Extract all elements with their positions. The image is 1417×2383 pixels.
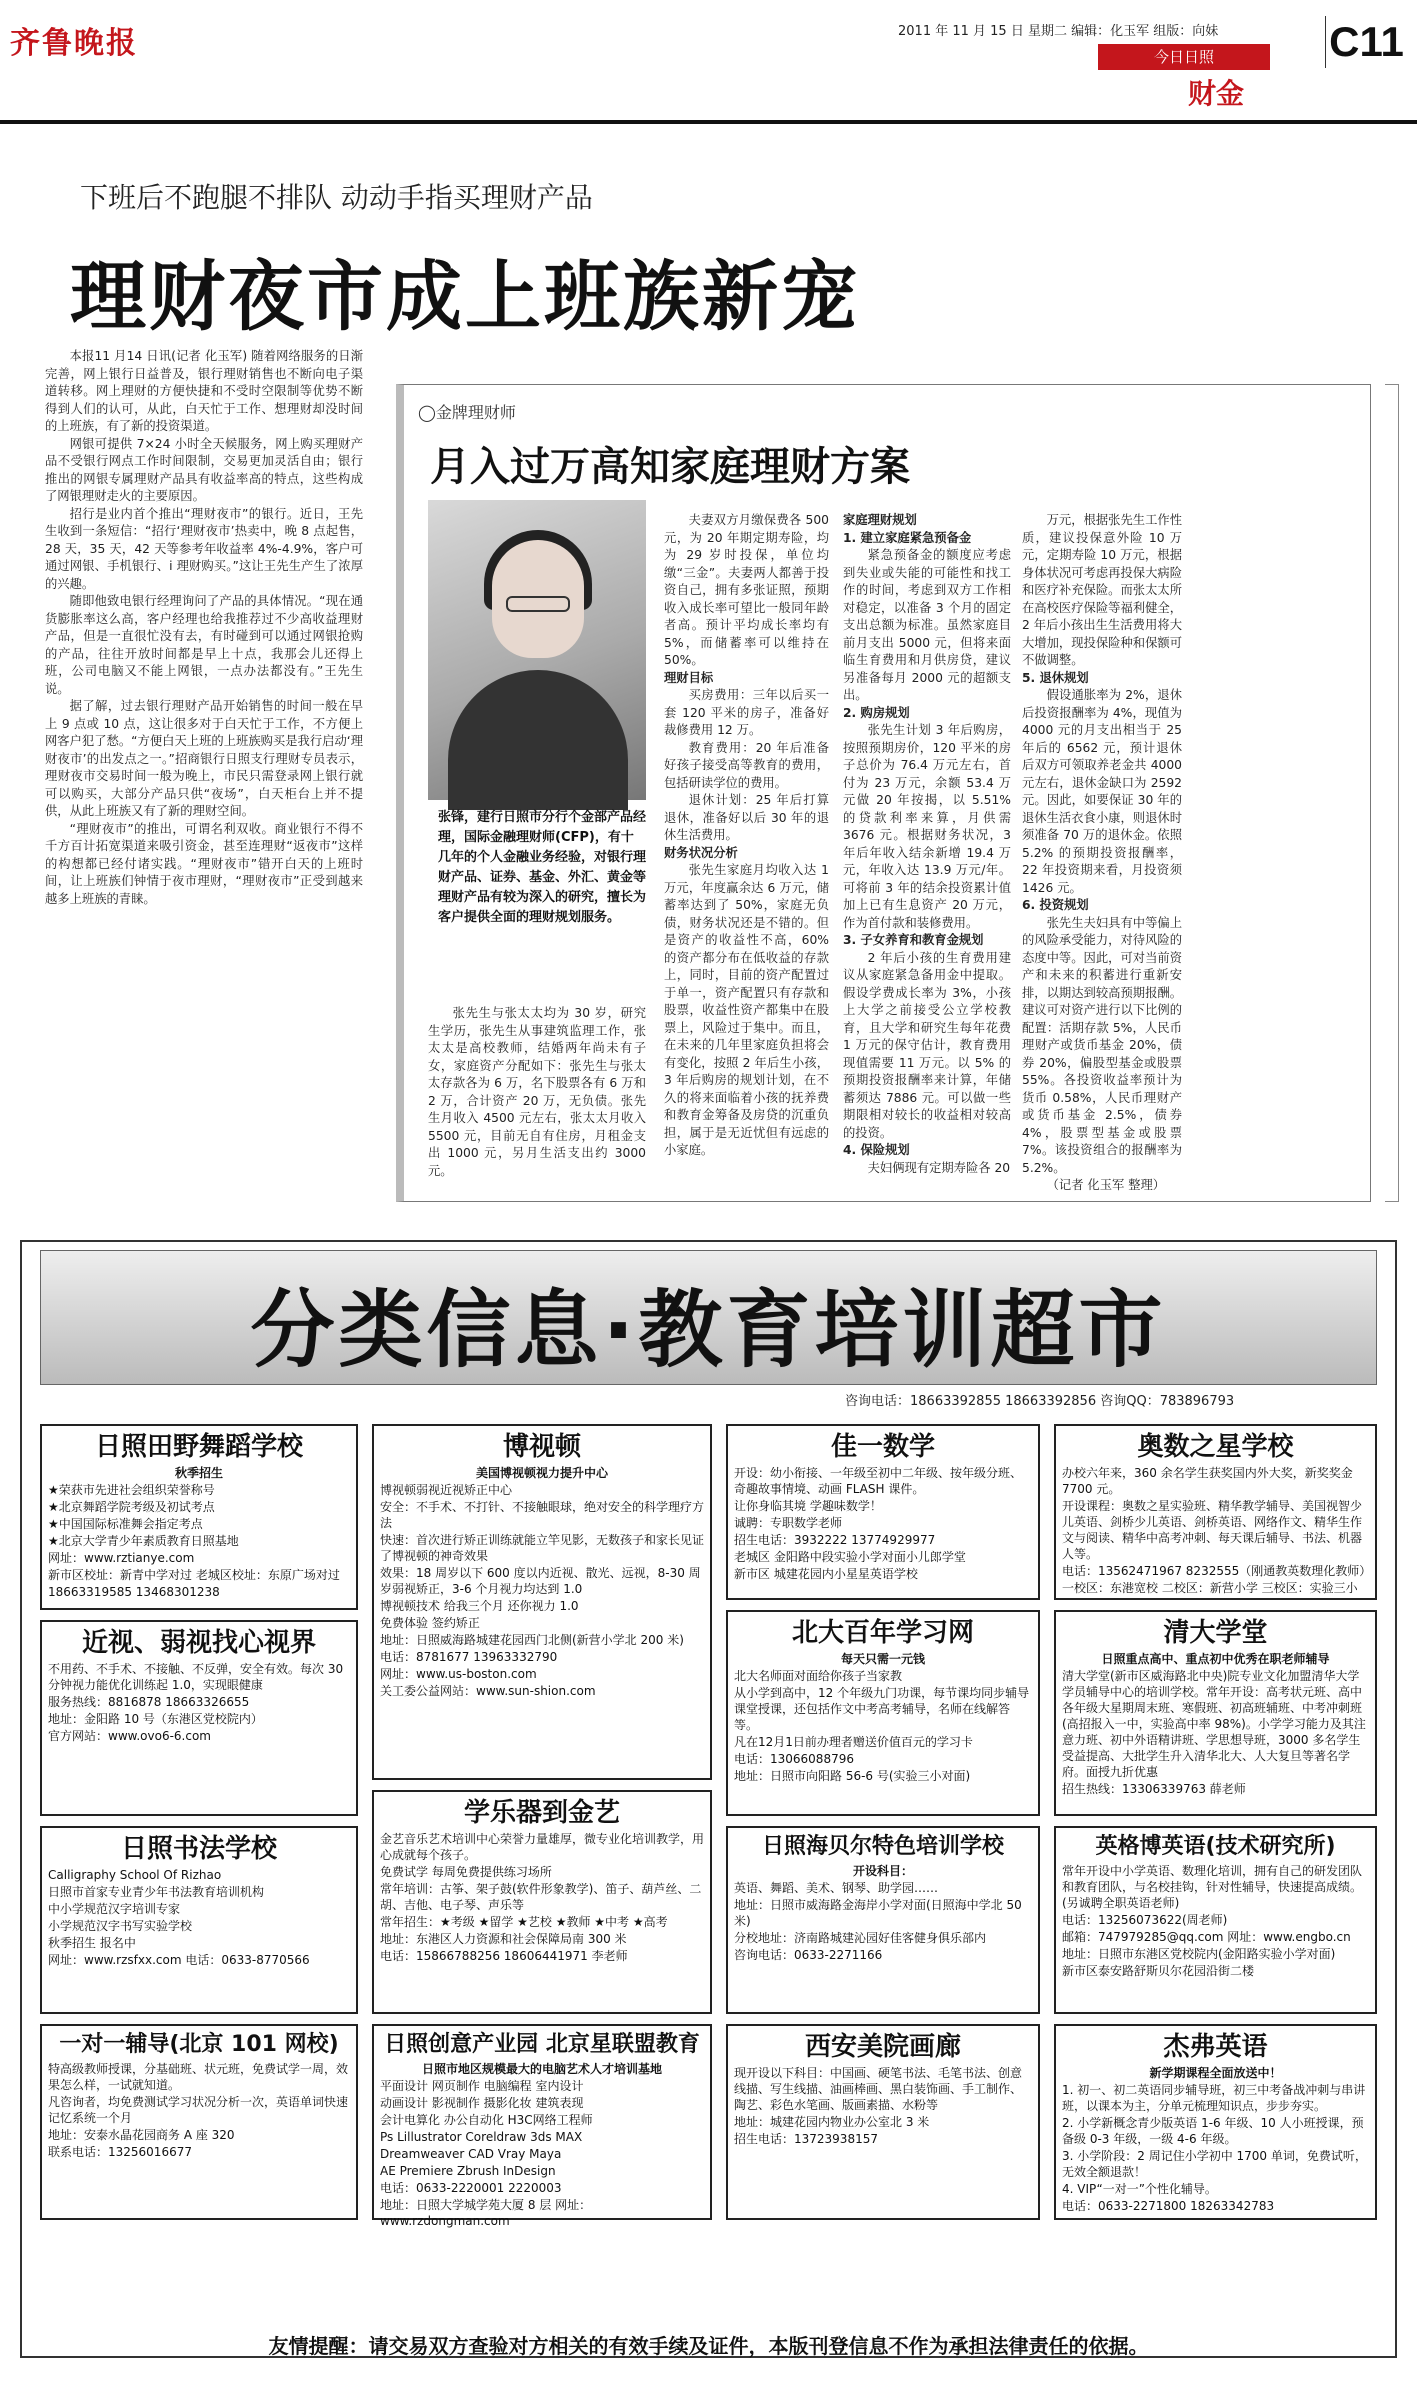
ad-line: 凡在12月1日前办理者赠送价值百元的学习卡: [734, 1735, 973, 1749]
article-paragraph: 据了解，过去银行理财产品开始销售的时间一般在早上 9 点或 10 点，这让很多对于白天忙于工作，不方便上网客户犯了愁。“方便白天上班的上班族购买是我行启动‘理财夜市’的出发点之一。”招商银行日照支行理财专员表示，理财夜市交易时间一般为晚上，市民只需登录网上银行就可以购买，大部分产品只供“夜场”，白天柜台上并不提供，从此上班族又有了新的理财空间。: [45, 699, 363, 818]
ad-title: 佳一数学: [830, 1432, 935, 1462]
ad-line: 日照重点高中、重点初中优秀在职老师辅导: [1101, 1652, 1330, 1666]
ad-line: 招生电话：13723938157: [734, 2132, 878, 2146]
article-subtitle: 下班后不跑腿不排队 动动手指买理财产品: [80, 181, 593, 214]
ad-title: 近视、弱视找心视界: [81, 1628, 316, 1658]
ad-line: 1. 初一、初二英语同步辅导班，初三中考备战冲刺与串讲班，以课本为主，分单元梳理知识点，步步夯实。: [1062, 2083, 1366, 2113]
classified-title: 分类信息·教育培训超市: [250, 1281, 1167, 1379]
ad-line: 联系电话：13256016677: [48, 2145, 192, 2159]
ad-line: Calligraphy School Of Rizhao: [48, 1868, 222, 1882]
planner-tag: ◯金牌理财师: [418, 403, 516, 422]
ad-line: 分校地址：济南路城建沁园好佳客健身俱乐部内: [734, 1931, 987, 1945]
ad-title: 一对一辅导(北京 101 网校): [59, 2032, 339, 2057]
ad-line: 秋季招生 报名中: [48, 1936, 136, 1950]
ad-line: 常年招生：★考级 ★留学 ★艺校 ★教师 ★中考 ★高考: [380, 1915, 668, 1929]
ad-one-on-one: [40, 2024, 358, 2220]
planner-col1-heading: 财务状况分析: [664, 845, 738, 860]
ad-line: 电话：13256073622(周老师): [1062, 1913, 1228, 1927]
article-paragraph: 网银可提供 7×24 小时全天候服务，网上购买理财产品不受银行网点工作时间限制，交易更加灵活自由；银行推出的网银专属理财产品具有收益率高的特点，这些构成了网银理财走火的主要原因。: [45, 436, 363, 503]
ad-line: 快速：首次进行矫正训练就能立竿见影，无数孩子和家长见证了博视顿的神奇效果: [380, 1533, 705, 1563]
ad-jinyi-music: [372, 1790, 712, 2014]
planner-col1-paragraph: 张先生家庭月均收入达 1 万元，年度赢余达 6 万元，储蓄率达到了 50%，家庭无负债，财务状况还是不错的。但是资产的收益性不高，60% 的资产都分布在低收益的存款上，同时，目前的资产配置过于单一，资产配置只有存款和股票，收益性资产都集中在股票上，风险过于集中。而且，在未来的几年里家庭负担将会有变化，按照 2 年后生小孩，3 年后购房的规划计划，在不久的将来面临着小孩的抚养费和教育金筹备及房贷的沉重负担，属于是无近忧但有远虑的小家庭。: [664, 863, 829, 1157]
ad-line: 招生电话：3932222 13774929977: [734, 1533, 936, 1547]
ad-line: 博视顿技术 给我三个月 还你视力 1.0: [380, 1599, 579, 1613]
ad-line: 新市区泰安路舒斯贝尔花园沿街二楼: [1062, 1964, 1255, 1978]
ad-aoshu-star: [1054, 1424, 1377, 1600]
ad-qingda-school: [1054, 1610, 1377, 1816]
masthead-rule: [0, 120, 1417, 124]
planner-col1-paragraph: 教育费用：20 年后准备好孩子接受高等教育的费用，包括研读学位的费用。: [664, 740, 829, 790]
ad-line: 服务热线：8816878 18663326655: [48, 1695, 250, 1709]
ad-line: 中小学规范汉字培训专家: [48, 1902, 181, 1916]
section-name: 财金: [1188, 77, 1245, 110]
ad-line: 招生热线：13306339763 薛老师: [1062, 1782, 1246, 1796]
ad-line: 常年开设中小学英语、数理化培训，拥有自己的研发团队和教育团队，与名校挂钩，针对性辅导，快速提高成绩。(另诚聘全职英语老师): [1062, 1864, 1363, 1910]
planner-col2-heading: 家庭理财规划: [843, 513, 917, 527]
planner-col2-paragraph: 紧急预备金的额度应考虑到失业或失能的可能性和找工作的时间，考虑到双方工作相对稳定，以准备 3 个月的固定支出总额为标准。虽然家庭目前月支出 5000 元，但将来面临生育费用和月供房贷，建议另准备每月 2000 元的超额支出。: [843, 548, 1011, 702]
ad-title: 日照海贝尔特色培训学校: [761, 1834, 1004, 1859]
ad-title: 博视顿: [502, 1432, 581, 1462]
ad-jiayi-math: [726, 1424, 1040, 1600]
ad-line: 免费体验 签约矫正: [380, 1616, 480, 1630]
ad-line: Dreamweaver CAD Vray Maya: [380, 2147, 562, 2161]
ad-creative-park: [372, 2024, 712, 2228]
planner-col2-paragraph: 张先生计划 3 年后购房，按照预期房价，120 平米的房子总价为 76.4 万元左右，首付为 23 万元，余额 53.4 万元做 20 年按揭，以 5.51% 的贷款利率来算，月供需 3676 元。根据财务状况，3 年后年收入结余新增 19.4 万元，年收入达 13.9 万元/年。可将前 3 年的结余投资累计值加上已有生息资产 20 万元，作为首付款和装修费用。: [843, 723, 1011, 930]
ad-line: 3. 小学阶段：2 周记住小学初中 1700 单词，免费试听，无效全额退款！: [1062, 2149, 1367, 2179]
ad-line: 地址：东港区人力资源和社会保障局南 300 米: [380, 1932, 627, 1946]
ad-line: 老城区 金阳路中段实验小学对面小儿郎学堂: [734, 1550, 966, 1564]
ad-line: 效果：18 周岁以下 600 度以内近视、散光、远视，8-30 周岁弱视矫正，3-6 个月视力均达到 1.0: [380, 1566, 701, 1596]
article-paragraph: “理财夜市”的推出，可谓名利双收。商业银行不得不千方百计拓宽渠道来吸引资金，甚至连理财“返夜市”这样的构想都已经付诸实践。“理财夜市”错开白天的上班时间，让上班族们钟情于夜市理财，“理财夜市”正受到越来越多上班族的青睐。: [45, 821, 363, 906]
planner-col2-paragraph: 夫妇俩现有定期寿险各 20: [867, 1160, 1011, 1175]
article-body: [45, 348, 363, 1188]
ad-title: 英格博英语(技术研究所): [1095, 1834, 1336, 1859]
ad-line: 地址：日照市东港区党校院内(金阳路实验小学对面): [1062, 1947, 1336, 1961]
ad-line: 小学规范汉字书写实验学校: [48, 1919, 193, 1933]
ad-line: 地址：日照市威海路金海岸小学对面(日照海中学北 50 米): [734, 1898, 1022, 1928]
ad-line: 网址：www.rzsfxx.com 电话：0633-8770566: [48, 1953, 310, 1967]
section-label: 今日日照: [1098, 44, 1270, 70]
ad-line: 地址：日照大学城学苑大厦 8 层 网址：www.rzdongman.com: [380, 2198, 592, 2228]
ad-line: 地址：金阳路 10 号（东港区党校院内）: [48, 1712, 263, 1726]
article-paragraph: 随即他致电银行经理询问了产品的具体情况。“现在通货膨胀率这么高，客户经理也给我推荐过不少高收益理财产品，但是一直很忙没有去，有时碰到可以通过网银抢购的产品，往往开放时间都是早上十点，我那会儿还得上班，公司电脑又不能上网银，一点办法都没有。”王先生说。: [45, 594, 363, 696]
ad-line: 每天只需一元钱: [840, 1652, 925, 1666]
ad-line: Ps Lillustrator Coreldraw 3ds MAX: [380, 2130, 583, 2144]
planner-column-3: [1022, 512, 1182, 1192]
ad-line: AE Premiere Zbrush InDesign: [380, 2164, 556, 2178]
ad-title: 日照田野舞蹈学校: [94, 1432, 303, 1462]
ad-title: 西安美院画廊: [804, 2032, 961, 2062]
ad-line: 日照市地区规模最大的电脑艺术人才培训基地: [421, 2062, 662, 2076]
planner-col1-paragraph: 买房费用：三年以后买一套 120 平米的房子，准备好裁修费用 12 万。: [664, 688, 829, 737]
planner-col2-heading: 1. 建立家庭紧急预备金: [843, 530, 972, 545]
ad-title: 奥数之星学校: [1137, 1432, 1294, 1462]
planner-col2-heading: 2. 购房规划: [843, 705, 910, 720]
ad-xinshijie-vision: [40, 1620, 358, 1816]
ad-line: 动画设计 影视制作 摄影化妆 建筑表现: [380, 2096, 584, 2110]
planner-col2-heading: 4. 保险规划: [843, 1143, 910, 1157]
ad-yinggebo-english: [1054, 1826, 1377, 2014]
ad-xian-gallery: [726, 2024, 1040, 2220]
ad-line: 一校区：东港宽校 二校区：新营小学 三校区：实验三小: [1062, 1581, 1358, 1595]
ad-line: 电话：13066088796: [734, 1752, 854, 1766]
ad-line: 不用药、不手术、不接触、不反弹，安全有效。每次 30 分钟视力能优化训练起 1.0，实现眼健康: [48, 1662, 344, 1692]
ad-title: 学乐器到金艺: [463, 1798, 620, 1828]
ad-line: 现开设以下科目：中国画、硬笔书法、毛笔书法、创意线描、写生线描、油画棒画、黑白装饰画、手工制作、陶艺、彩色水笔画、版画素描、水粉等: [734, 2066, 1023, 2112]
ad-line: 地址：安泰水晶花园商务 A 座 320: [48, 2128, 235, 2142]
planner-col2-paragraph: 2 年后小孩的生育费用建议从家庭紧急备用金中提取。假设学费成长率为 3%，小孩上大学之前接受公立学校教育，且大学和研究生每年花费 1 万元的保守估计，教育费用现值需要 11 万元。以 5% 的预期投资报酬率来计算，年储蓄须达 7886 元。可以做一些期限相对较长的收益相对较高的投资。: [843, 950, 1011, 1140]
ad-line: 特高级教师授课，分基础班、状元班，免费试学一周，效果怎么样，一试就知道。: [48, 2062, 349, 2092]
planner-col1-paragraph: 退休计划：25 年后打算退休，准备好以后 30 年的退休生活费用。: [664, 793, 829, 842]
ad-title: 清大学堂: [1163, 1618, 1268, 1648]
ad-line: 安全：不手术、不打针、不接触眼球，绝对安全的科学理疗方法: [380, 1500, 705, 1530]
ad-line: 新市区校址：新青中学对过 老城区校址：东原广场对过: [48, 1568, 340, 1582]
issue-info: 2011 年 11 月 15 日 星期二 编辑：化玉军 组版：向妹: [898, 24, 1219, 39]
ad-boston-vision: [372, 1424, 712, 1780]
classified-contact: 咨询电话：18663392855 18663392856 咨询QQ：783896793: [845, 1394, 1235, 1409]
ad-line: 英语、舞蹈、美术、钢琴、助学园……: [734, 1881, 939, 1895]
ad-title: 杰弗英语: [1163, 2032, 1268, 2062]
ad-haibeier-school: [726, 1826, 1040, 2014]
ad-line: 网址：www.us-boston.com: [380, 1667, 537, 1681]
planner-col3-paragraph: 假设通胀率为 2%，退休后投资报酬率为 4%，现值为 4000 元的月支出相当于 25 年后的 6562 元，预计退休后双方可领取养老金共 4000 元左右，退休金缺口为 2592 元。因此，如要保证 30 年的退休生活衣食小康，则退休时须准备 70 万的退休金。依照 5.2% 的预期投资报酬率，22 年投资期来看，月投资须 1426 元。: [1022, 688, 1182, 895]
ad-line: 电话：8781677 13963332790: [380, 1650, 558, 1664]
ad-line: 电话：0633-2271800 18263342783: [1062, 2199, 1275, 2213]
ad-line: 诚聘：专职数学老师: [734, 1516, 843, 1530]
client-profile: [428, 1005, 646, 1195]
ad-line: 北大名师面对面给你孩子当家教: [734, 1669, 903, 1683]
ad-calligraphy-school: [40, 1826, 358, 2014]
planner-caption: 张锋，建行日照市分行个金部产品经理，国际金融理财师(CFP)，有十几年的个人金融业务经验，对银行理财产品、证券、基金、外汇、黄金等理财产品有较为深入的研究，擅长为客户提供全面的理财规划服务。: [438, 810, 647, 925]
ad-line: 凡咨询者，均免费测试学习状况分析一次，英语单词快速记忆系统一个月: [48, 2095, 349, 2125]
ad-title: 北大百年学习网: [791, 1618, 974, 1648]
ad-line: 美国博视顿视力提升中心: [475, 1466, 608, 1480]
ad-line: 日照市首家专业青少年书法教育培训机构: [48, 1885, 265, 1899]
ad-line: 开设课程：奥数之星实验班、精华教学辅导、美国视智少儿英语、剑桥少儿英语、剑桥英语、网络作文、精华生作文与阅读、精华中高考冲刺、每天课后辅导、书法、机器人等。: [1062, 1499, 1363, 1561]
ad-line: 2. 小学新概念青少版英语 1-6 年级、10 人小班授课，预备级 0-3 年级，一级 4-6 年级。: [1062, 2116, 1364, 2146]
ad-line: ★荣获市先进社会组织荣誉称号: [48, 1483, 215, 1497]
ad-line: 关工委公益网站：www.sun-shion.com: [380, 1684, 596, 1698]
article-title: 理财夜市成上班族新宠: [70, 252, 860, 341]
ad-line: 会计电算化 办公自动化 H3C网络工程师: [380, 2113, 593, 2127]
box-bracket: [1385, 384, 1399, 1202]
article-paragraph: 本报11 月14 日讯(记者 化玉军) 随着网络服务的日渐完善，网上银行日益普及，银行理财销售也不断向电子渠道转移。网上理财的方便快捷和不受时空限制等优势不断得到人们的认可，从此，白天忙于工作、想理财却没时间的上班族，有了新的投资渠道。: [45, 349, 363, 433]
planner-col3-heading: 6. 投资规划: [1022, 898, 1089, 912]
planner-column-2: [843, 512, 1011, 1192]
planner-title: 月入过万高知家庭理财方案: [430, 444, 910, 490]
ad-line: 平面设计 网页制作 电脑编程 室内设计: [380, 2079, 584, 2093]
ad-pku-study: [726, 1610, 1040, 1816]
ad-line: 网址：www.rztianye.com: [48, 1551, 195, 1565]
ad-line: ★北京舞蹈学院考级及初试考点: [48, 1500, 215, 1514]
planner-col3-paragraph: 万元，根据张先生工作性质，建议投保意外险 10 万元，定期寿险 10 万元，根据身体状况可考虑再投保大病险和医疗补充保险。而张太太所在高校医疗保险等福利健全，2 年后小孩出生生活费用将大大增加，现投保险种和保额可不做调整。: [1022, 513, 1182, 667]
planner-col3-paragraph: 张先生夫妇具有中等偏上的风险承受能力，对待风险的态度中等。因此，可对当前资产和未来的积蓄进行重新安排，以期达到较高预期报酬。建议可对资产进行以下比例的配置：活期存款 5%，人民币理财产或货币基金 20%，债券 20%，偏股型基金或股票 55%。各投资收益率预计为货币 0.58%，人民币理财产或货币基金 2.5%，债券 4%，股票型基金或股票 7%。该投资组合的报酬率为 5.2%。: [1022, 915, 1182, 1175]
ad-line: 让你身临其境 学趣味数学！: [734, 1499, 882, 1513]
ad-line: 秋季招生: [174, 1466, 223, 1480]
ad-jiefu-english: [1054, 2024, 1377, 2220]
ad-line: ★中国国际标准舞会指定考点: [48, 1517, 203, 1531]
ad-title: 日照书法学校: [120, 1834, 277, 1864]
ad-line: 办校六年来，360 余名学生获奖国内外大奖，新奖奖金 7700 元。: [1062, 1466, 1353, 1496]
client-profile-text: 张先生与张太太均为 30 岁，研究生学历，张先生从事建筑监理工作，张太太是高校教师，结婚两年尚未有子女，家庭资产分配如下：张先生与张太太存款各为 6 万，名下股票各有 6 万和 2 万，合计资产 20 万，无负债。张先生月收入 4500 元左右，张太太月收入 5500 元，目前无自有住房，月租金支出 1000 元，另月生活支出约 3000 元。: [428, 1006, 646, 1178]
ad-line: 金艺音乐艺术培训中心荣誉力量雄厚，微专业化培训教学，用心成就每个孩子。: [380, 1832, 705, 1862]
planner-col2-heading: 3. 子女养育和教育金规划: [843, 933, 984, 947]
ad-line: 常年培训：古筝、架子鼓(软件形象教学)、笛子、葫芦丝、二胡、吉他、电子琴、声乐等: [380, 1882, 702, 1912]
planner-col1-heading: 理财目标: [664, 670, 714, 685]
planner-photo: [428, 500, 646, 800]
ad-line: 官方网站：www.ovo6-6.com: [48, 1729, 211, 1743]
ad-line: 开设：幼小衔接、一年级至初中二年级、按年级分班、奇趣故事情境、动画 FLASH 课件。: [734, 1466, 1023, 1496]
ad-line: ★北京大学青少年素质教育日照基地: [48, 1534, 239, 1548]
ad-tianye-dance: [40, 1424, 358, 1610]
ad-line: 4. VIP“一对一”个性化辅导。: [1062, 2182, 1217, 2196]
ad-title: 日照创意产业园 北京星联盟教育: [384, 2032, 700, 2057]
ad-line: 咨询电话：0633-2271166: [734, 1948, 883, 1962]
planner-col3-paragraph: （记者 化玉军 整理）: [1046, 1178, 1166, 1192]
ad-line: 新学期课程全面放送中！: [1149, 2066, 1282, 2080]
ad-line: 博视顿弱视近视矫正中心: [380, 1483, 513, 1497]
ad-line: 开设科目：: [852, 1864, 913, 1878]
ad-line: 地址：日照市向阳路 56-6 号(实验三小对面): [734, 1769, 971, 1783]
ad-line: 免费试学 每周免费提供练习场所: [380, 1865, 552, 1879]
ad-line: 地址：日照威海路城建花园西门北侧(新营小学北 200 米): [380, 1633, 684, 1647]
planner-col1-paragraph: 夫妻双方月缴保费各 500 元，为 20 年期定期寿险，均为 29 岁时投保，单位均缴“三金”。夫妻两人都善于投资自己，拥有多张证照，预期收入成长率可望比一般同年龄者高。预计平均成长率均有 5%，而储蓄率可以维持在 50%。: [664, 513, 829, 667]
ad-line: 电话：13562471967 8232555（刚通教英数理化教师）: [1062, 1564, 1372, 1578]
ad-line: 清大学堂(新市区威海路北中央)院专业文化加盟清华大学学员辅导中心的培训学校。常年开设：高考状元班、高中各年级大星期周末班、寒假班、初高班辅班、中考冲刺班(高招报入一中，实验高中率 98%)。小学学习能力及其注意力班、初中外语精讲班、学思想导班，3000 多名学生受益提高、大批学生升入清华北大、人大复旦等著名学府。面授九折优惠: [1062, 1669, 1366, 1779]
planner-col3-heading: 5. 退休规划: [1022, 670, 1089, 685]
article-paragraph: 招行是业内首个推出“理财夜市”的银行。近日，王先生收到一条短信：“招行‘理财夜市’热卖中，晚 8 点起售，28 天，35 天，42 天等参考年收益率 4%-4.9%，客户可通过网银、手机银行、i 理财购买。”这让王先生产生了浓厚的兴趣。: [45, 506, 363, 591]
ad-line: 从小学到高中，12 个年级九门功课，每节课均同步辅导课堂授课，还包括作文中考高考辅导，名师在线解答等。: [734, 1686, 1030, 1732]
ad-line: 电话：15866788256 18606441971 李老师: [380, 1949, 628, 1963]
newspaper-logo: 齐鲁晚报: [10, 26, 138, 61]
ad-line: 电话：0633-2220001 2220003: [380, 2181, 562, 2195]
footer-notice: 友情提醒：请交易双方查验对方相关的有效手续及证件，本版刊登信息不作为承担法律责任的依据。: [268, 2334, 1149, 2358]
planner-column-1: [664, 512, 829, 1192]
page-number: C11: [1325, 16, 1407, 68]
ad-line: 18663319585 13468301238: [48, 1585, 220, 1599]
ad-line: 邮箱：747979285@qq.com 网址：www.engbo.cn: [1062, 1930, 1351, 1944]
ad-line: 新市区 城建花园内小星星英语学校: [734, 1567, 918, 1581]
ad-line: 地址：城建花园内物业办公室北 3 米: [734, 2115, 930, 2129]
